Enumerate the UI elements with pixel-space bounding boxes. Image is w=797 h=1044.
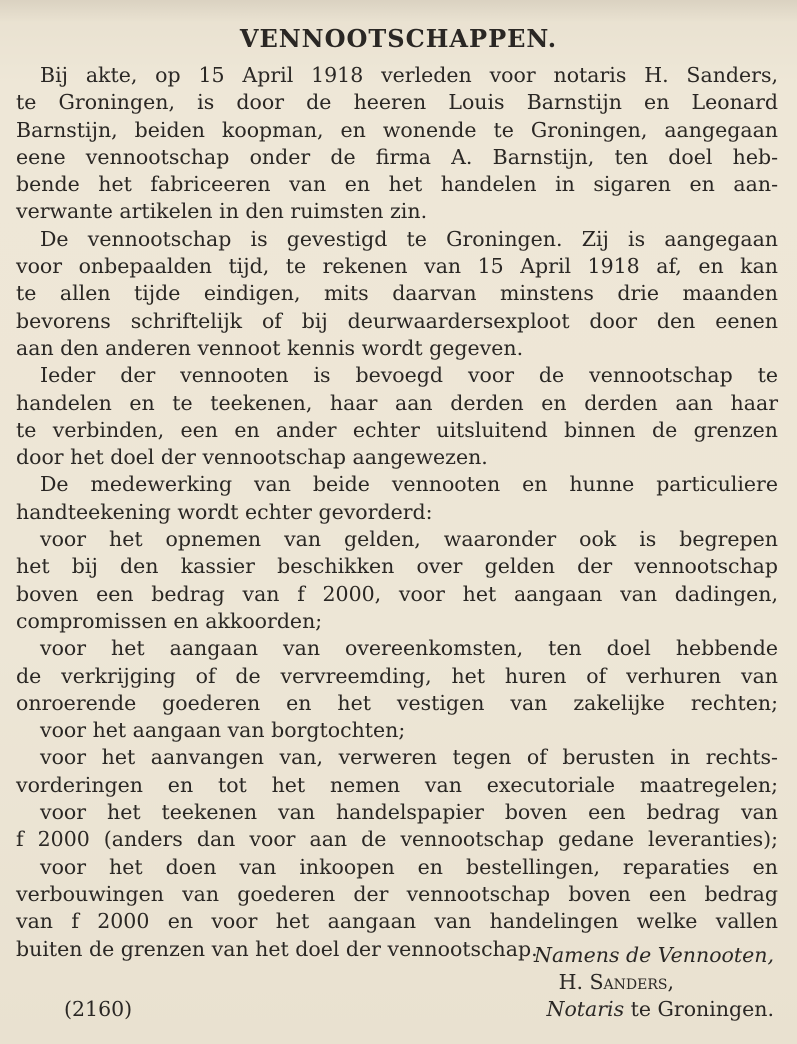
text-line-33: buiten de grenzen van het doel der vennootschap. (16, 936, 538, 961)
text-line-14: te verbinden, een en ander echter uitsluitend binnen de grenzen (16, 417, 778, 442)
text-line-22: voor het aangaan van overeenkomsten, ten doel hebbende (40, 636, 778, 661)
text-line-21: compromissen en akkoorden; (16, 608, 323, 633)
text-line-4: eene vennootschap onder de firma A. Barnstijn, ten doel heb- (16, 144, 778, 169)
text-line-20: boven een bedrag van f 2000, voor het aangaan van dadingen, (16, 581, 778, 606)
text-line-17: handteekening wordt echter gevorderd: (16, 499, 433, 524)
text-line-10: bevorens schriftelijk of bij deurwaardersexploot door den eenen (16, 308, 778, 333)
text-line-6: verwante artikelen in den ruimsten zin. (16, 199, 428, 224)
text-line-29: f 2000 (anders dan voor aan de vennootschap gedane leveranties); (16, 827, 778, 852)
text-line-30: voor het doen van inkoopen en bestellingen, reparaties en (40, 854, 778, 879)
text-line-15: door het doel der vennootschap aangewezen. (16, 445, 488, 470)
text-line-1: Bij akte, op 15 April 1918 verleden voor notaris H. Sanders, (40, 63, 778, 87)
text-line-32: van f 2000 en voor het aangaan van handelingen welke vallen (16, 909, 778, 934)
text-line-28: voor het teekenen van handelspapier boven een bedrag van (40, 800, 778, 825)
signature-title-italic: Notaris (546, 997, 625, 1021)
text-line-9: te allen tijde eindigen, mits daarvan minstens drie maanden (16, 281, 778, 306)
text-line-26: voor het aanvangen van, verweren tegen of berusten in rechts- (40, 745, 778, 770)
section-heading: VENNOOTSCHAPPEN. (239, 24, 558, 53)
notice-body (16, 62, 778, 963)
text-line-25: voor het aangaan van borgtochten; (40, 718, 406, 743)
text-line-13: handelen en te teekenen, haar aan derden en derden aan haar (16, 390, 778, 415)
reference-number: (2160) (64, 997, 133, 1021)
previous-column-bleed (0, 0, 797, 22)
text-line-23: de verkrijging of de vervreemding, het huren of verhuren van (16, 663, 778, 688)
text-line-24: onroerende goederen en het vestigen van zakelijke rechten; (16, 690, 778, 715)
signature-title-rest: te Groningen. (624, 997, 774, 1021)
text-line-5: bende het fabriceeren van en het handelen in sigaren en aan- (16, 172, 778, 197)
signature-on-behalf: Namens de Vennooten, (534, 943, 774, 967)
text-line-27: vorderingen en tot het nemen van executoriale maatregelen; (16, 772, 778, 797)
text-line-3: Barnstijn, beiden koopman, en wonende te Groningen, aangegaan (16, 117, 778, 142)
text-line-2: te Groningen, is door de heeren Louis Barnstijn en Leonard (16, 90, 778, 115)
text-line-11: aan den anderen vennoot kennis wordt gegeven. (16, 335, 524, 360)
text-line-18: voor het opnemen van gelden, waaronder ook is begrepen (40, 527, 778, 552)
text-line-19: het bij den kassier beschikken over gelden der vennootschap (16, 554, 778, 579)
text-line-7: De vennootschap is gevestigd te Groningen. Zij is aangegaan (40, 226, 778, 251)
signature-name: H. Sanders, (558, 970, 674, 994)
text-line-16: De medewerking van beide vennooten en hunne particuliere (40, 472, 778, 497)
text-line-12: Ieder der vennooten is bevoegd voor de vennootschap te (40, 363, 778, 388)
text-line-31: verbouwingen van goederen der vennootschap boven een bedrag (16, 881, 778, 906)
text-line-8: voor onbepaalden tijd, te rekenen van 15 April 1918 af, en kan (16, 254, 778, 279)
